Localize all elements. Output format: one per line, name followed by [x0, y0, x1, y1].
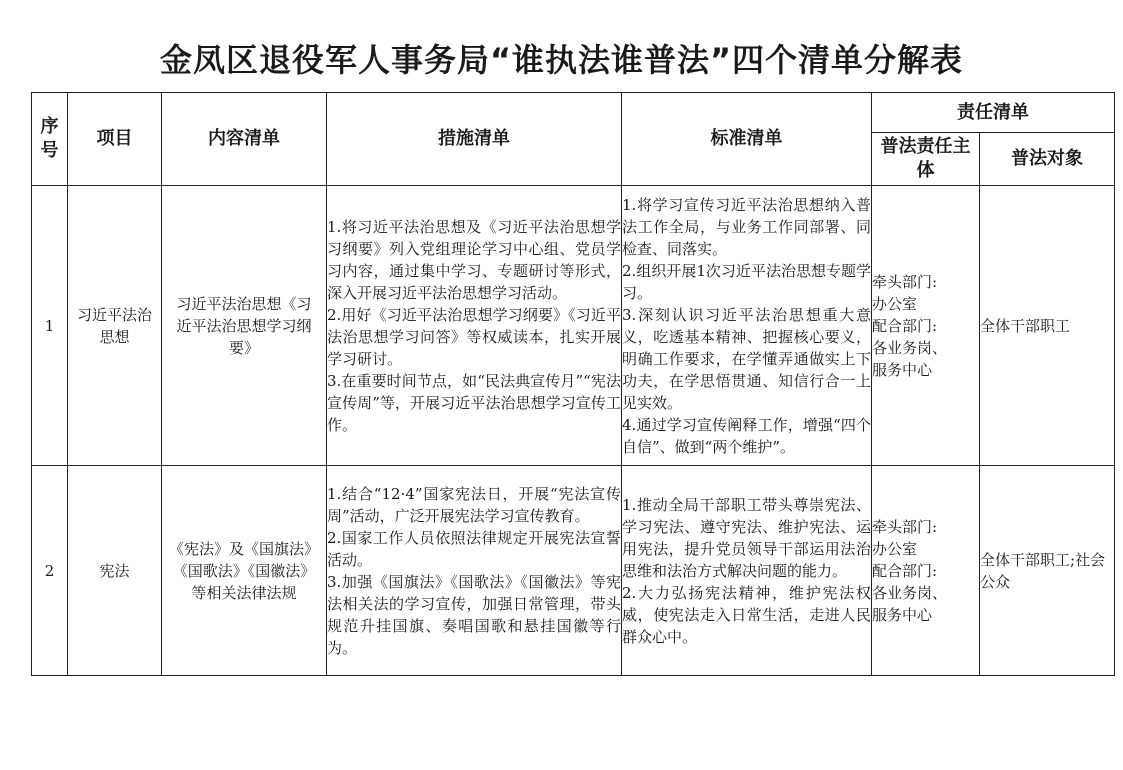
page-title: 金凤区退役军人事务局“谁执法谁普法”四个清单分解表: [159, 41, 964, 79]
standard-item: 4.通过学习宣传阐释工作，增强“四个自信”、做到“两个维护”。: [622, 415, 871, 456]
measure-item: 1.将习近平法治思想及《习近平法治思想学习纲要》列入党组理论学习中心组、党员学习内容，通过集中学习、专题研讨等形式，深入开展习近平法治思想学习活动。: [327, 217, 621, 302]
header-index: 序号: [32, 93, 68, 186]
row-subject: [872, 466, 980, 676]
subject-line: 办公室: [872, 294, 918, 313]
header-content: 内容清单: [162, 93, 327, 186]
standard-item: 2.大力弘扬宪法精神，维护宪法权威，使宪法走入日常生活，走进人民群众心中。: [622, 583, 871, 646]
subject-line: 配合部门:: [872, 561, 938, 580]
header-row-top: [32, 93, 1115, 133]
subject-line: 配合部门:: [872, 316, 938, 335]
subject-line: 牵头部门:: [872, 272, 938, 291]
row-project: 习近平法治思想: [68, 186, 162, 466]
table-row: [32, 186, 1115, 466]
header-target: 普法对象: [980, 133, 1115, 186]
measure-item: 2.用好《习近平法治思想学习纲要》《习近平法治思想学习问答》等权威读本，扎实开展学习研讨。: [327, 305, 621, 368]
header-standards: 标准清单: [622, 93, 872, 186]
subject-line: 各业务岗、: [872, 338, 948, 357]
row-subject: [872, 186, 980, 466]
row-content: 《宪法》及《国旗法》《国歌法》《国徽法》等相关法律法规: [162, 466, 327, 676]
subject-line: 服务中心: [872, 360, 933, 379]
subject-line: 牵头部门:: [872, 517, 938, 536]
standard-item: 1.推动全局干部职工带头尊崇宪法、学习宪法、遵守宪法、维护宪法、运用宪法，提升党员领导干部运用法治思维和法治方式解决问题的能力。: [622, 495, 871, 580]
header-responsibility: 责任清单: [872, 93, 1115, 133]
row-content: 习近平法治思想《习近平法治思想学习纲要》: [162, 186, 327, 466]
row-measures: [327, 186, 622, 466]
row-standards: [622, 186, 872, 466]
measure-item: 1.结合“12·4”国家宪法日，开展“宪法宣传周”活动，广泛开展宪法学习宣传教育。: [327, 484, 621, 525]
table-row: [32, 466, 1115, 676]
header-measures: 措施清单: [327, 93, 622, 186]
header-subject: 普法责任主体: [872, 133, 980, 186]
subject-line: 服务中心: [872, 605, 933, 624]
standard-item: 1.将学习宣传习近平法治思想纳入普法工作全局，与业务工作同部署、同检查、同落实。: [622, 195, 871, 258]
measure-item: 2.国家工作人员依照法律规定开展宪法宣誓活动。: [327, 528, 621, 569]
row-target: 全体干部职工;社会公众: [980, 466, 1115, 676]
header-project: 项目: [68, 93, 162, 186]
row-index: 1: [32, 186, 68, 466]
row-project: 宪法: [68, 466, 162, 676]
row-standards: [622, 466, 872, 676]
standard-item: 3.深刻认识习近平法治思想重大意义，吃透基本精神、把握核心要义，明确工作要求，在学懂弄通做实上下功夫，在学思悟贯通、知信行合一上见实效。: [622, 305, 871, 412]
row-measures: [327, 466, 622, 676]
row-target: 全体干部职工: [980, 186, 1115, 466]
measure-item: 3.加强《国旗法》《国歌法》《国徽法》等宪法相关法的学习宣传，加强日常管理，带头规范升挂国旗、奏唱国歌和悬挂国徽等行为。: [327, 572, 621, 657]
subject-line: 各业务岗、: [872, 583, 948, 602]
measure-item: 3.在重要时间节点，如“民法典宣传月”“宪法宣传周”等，开展习近平法治思想学习宣传工作。: [327, 371, 621, 434]
row-index: 2: [32, 466, 68, 676]
standard-item: 2.组织开展1次习近平法治思想专题学习。: [622, 261, 871, 302]
responsibility-table: [31, 92, 1115, 676]
subject-line: 办公室: [872, 539, 918, 558]
